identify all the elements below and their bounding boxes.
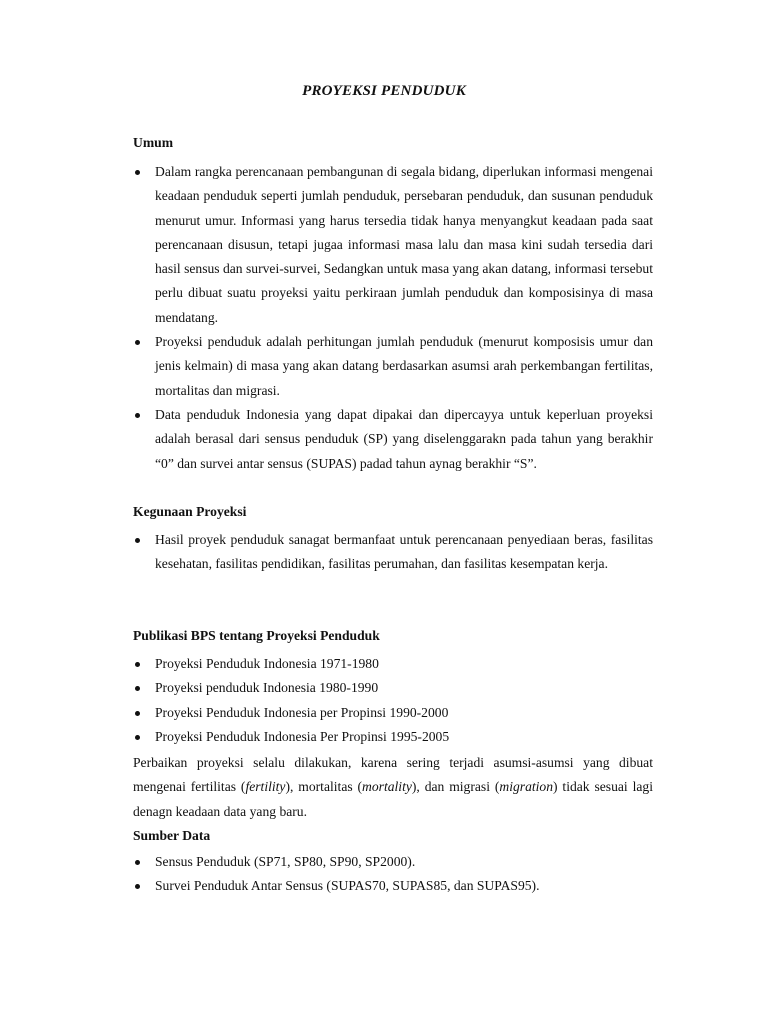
list-item [133, 528, 653, 577]
bullet-icon [135, 686, 140, 691]
list-item [133, 701, 653, 725]
term-fertility: fertility [245, 779, 286, 795]
list-item-text: Proyeksi penduduk adalah perhitungan jumlah penduduk (menurut komposisis umur dan jenis kelmain) di masa yang akan datang berdasarkan asumsi arah perkembangan fertilitas, mortalitas dan migrasi. [155, 334, 653, 398]
term-mortality: mortality [362, 779, 412, 795]
bullet-icon [135, 860, 140, 865]
list-item-text: Dalam rangka perencanaan pembangunan di segala bidang, diperlukan informasi mengenai keadaan penduduk seperti jumlah penduduk, persebaran penduduk, dan susunan penduduk menurut umur. Informasi yang harus tersedia tidak hanya menyangkut keadaan pada saat perencanaan disusun, tetapi jugaa informasi masa lalu dan masa kini sudah tersedia dari hasil sensus dan survei-survei, Sedangkan untuk masa yang akan datang, informasi tersebut perlu dibuat suatu proyeksi yaitu perkiraan jumlah penduduk dan komposisinya di masa mendatang. [155, 164, 653, 325]
list-item-text: Survei Penduduk Antar Sensus (SUPAS70, SUPAS85, dan SUPAS95). [155, 878, 540, 894]
bullet-icon [135, 413, 140, 418]
paragraph-text: ), dan migrasi ( [411, 779, 500, 795]
list-item [133, 403, 653, 476]
paragraph-text: ) tidak sesuai lagi denagn keadaan data yang baru. [133, 779, 653, 819]
list-item [133, 850, 653, 874]
list-item-text: Hasil proyek penduduk sanagat bermanfaat untuk perencanaan penyediaan beras, fasilitas kesehatan, fasilitas pendidikan, fasilitas perumahan, dan fasilitas kesempatan kerja. [155, 532, 653, 572]
kegunaan-bullet-list [133, 528, 653, 577]
umum-bullet-list [133, 160, 653, 476]
bullet-icon [135, 170, 140, 175]
list-item-text: Data penduduk Indonesia yang dapat dipakai dan dipercayya untuk keperluan proyeksi adalah berasal dari sensus penduduk (SP) yang diselenggarakn pada tahun yang berakhir “0” dan survei antar sensus (SUPAS) padad tahun aynag berakhir “S”. [155, 406, 653, 471]
sumber-bullet-list [133, 850, 653, 899]
document-title: PROYEKSI PENDUDUK [302, 83, 466, 99]
bullet-icon [135, 538, 140, 543]
publikasi-bullet-list [133, 652, 653, 749]
bullet-icon [135, 735, 140, 740]
list-item [133, 676, 653, 700]
list-item [133, 160, 653, 330]
list-item-text: Proyeksi Penduduk Indonesia 1971-1980 [155, 656, 379, 671]
list-item [133, 330, 653, 403]
bullet-icon [135, 340, 140, 345]
list-item [133, 652, 653, 676]
section-heading-kegunaan: Kegunaan Proyeksi [133, 504, 247, 519]
list-item [133, 874, 653, 898]
bullet-icon [135, 711, 140, 716]
publikasi-paragraph [133, 751, 653, 824]
list-item-text: Sensus Penduduk (SP71, SP80, SP90, SP2000). [155, 854, 416, 869]
section-heading-umum: Umum [133, 135, 174, 150]
list-item [133, 725, 653, 749]
paragraph-text: Perbaikan proyeksi selalu dilakukan, karena sering terjadi asumsi-asumsi yang dibuat mengenai fertilitas ( [133, 755, 653, 795]
term-migration: migration [499, 779, 554, 795]
section-heading-sumber: Sumber Data [133, 828, 211, 843]
list-item-text: Proyeksi Penduduk Indonesia per Propinsi 1990-2000 [155, 704, 449, 720]
bullet-icon [135, 884, 140, 889]
list-item-text: Proyeksi Penduduk Indonesia Per Propinsi 1995-2005 [155, 728, 450, 744]
list-item-text: Proyeksi penduduk Indonesia 1980-1990 [155, 680, 379, 696]
bullet-icon [135, 662, 140, 667]
paragraph-text: ), mortalitas ( [285, 779, 363, 795]
section-heading-publikasi: Publikasi BPS tentang Proyeksi Penduduk [133, 628, 380, 643]
